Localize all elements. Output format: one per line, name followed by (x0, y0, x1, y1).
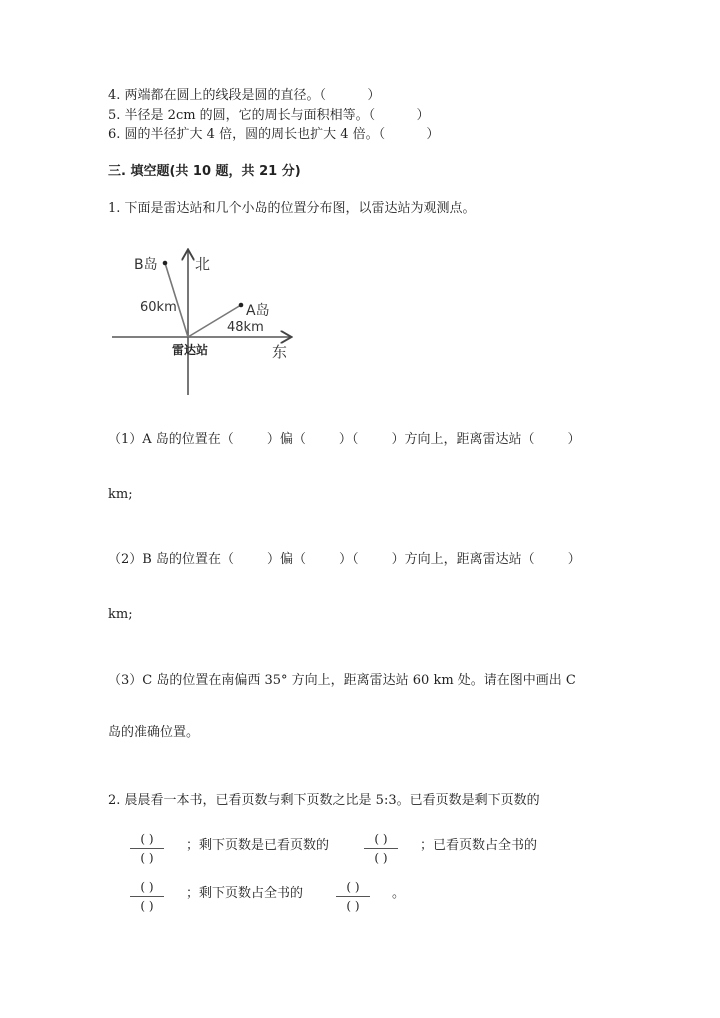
question-1-part-2-unit: km; (108, 607, 133, 622)
judge-question-5: 5. 半径是 2cm 的圆，它的周长与面积相等。（ ） (108, 108, 430, 123)
radar-position-diagram (108, 245, 308, 405)
island-a-distance: 48km (227, 320, 264, 335)
question-1-part-3-cont: 岛的准确位置。 (108, 725, 200, 740)
fraction-blank-2[interactable] (364, 832, 398, 865)
question-2-text-2: ；已看页数占全书的 (420, 838, 538, 853)
question-2-stem: 2. 晨晨看一本书，已看页数与剩下页数之比是 5:3。已看页数是剩下页数的 (108, 793, 540, 808)
fraction-blank-3[interactable] (130, 880, 164, 913)
question-2-text-4: 。 (392, 886, 406, 901)
fraction-bar (364, 848, 398, 849)
fraction-denominator: ( ) (346, 899, 360, 913)
fraction-denominator: ( ) (140, 899, 154, 913)
question-1-part-2: （2）B 岛的位置在（ ）偏（ ）（ ）方向上，距离雷达站（ ） (108, 552, 581, 567)
island-b-distance: 60km (140, 300, 177, 315)
fraction-denominator: ( ) (140, 851, 154, 865)
east-label: 东 (272, 343, 288, 361)
fraction-numerator: ( ) (374, 832, 388, 846)
question-2-text-1: ；剩下页数是已看页数的 (186, 838, 330, 853)
section-title: 三. 填空题(共 10 题，共 21 分) (108, 164, 301, 179)
fraction-bar (130, 848, 164, 849)
question-2-text-3: ；剩下页数占全书的 (186, 886, 304, 901)
judge-question-4: 4. 两端都在圆上的线段是圆的直径。（ ） (108, 88, 381, 103)
fraction-numerator: ( ) (140, 880, 154, 894)
island-b-point (163, 261, 168, 266)
fraction-numerator: ( ) (346, 880, 360, 894)
fraction-numerator: ( ) (140, 832, 154, 846)
fraction-denominator: ( ) (374, 851, 388, 865)
island-b-label: B岛 (134, 257, 158, 273)
question-1-stem: 1. 下面是雷达站和几个小岛的位置分布图，以雷达站为观测点。 (108, 201, 476, 216)
fraction-blank-1[interactable] (130, 832, 164, 865)
question-1-part-3: （3）C 岛的位置在南偏西 35° 方向上，距离雷达站 60 km 处。请在图中画出 C (108, 673, 576, 688)
fraction-bar (130, 896, 164, 897)
judge-question-6: 6. 圆的半径扩大 4 倍，圆的周长也扩大 4 倍。（ ） (108, 127, 440, 142)
fraction-bar (336, 896, 370, 897)
north-label: 北 (195, 255, 211, 273)
fraction-blank-4[interactable] (336, 880, 370, 913)
radar-station-label: 雷达站 (172, 343, 209, 357)
question-1-part-1-unit: km; (108, 487, 133, 502)
island-a-point (239, 303, 244, 308)
question-1-part-1: （1）A 岛的位置在（ ）偏（ ）（ ）方向上，距离雷达站（ ） (108, 432, 581, 447)
island-a-label: A岛 (246, 303, 270, 319)
